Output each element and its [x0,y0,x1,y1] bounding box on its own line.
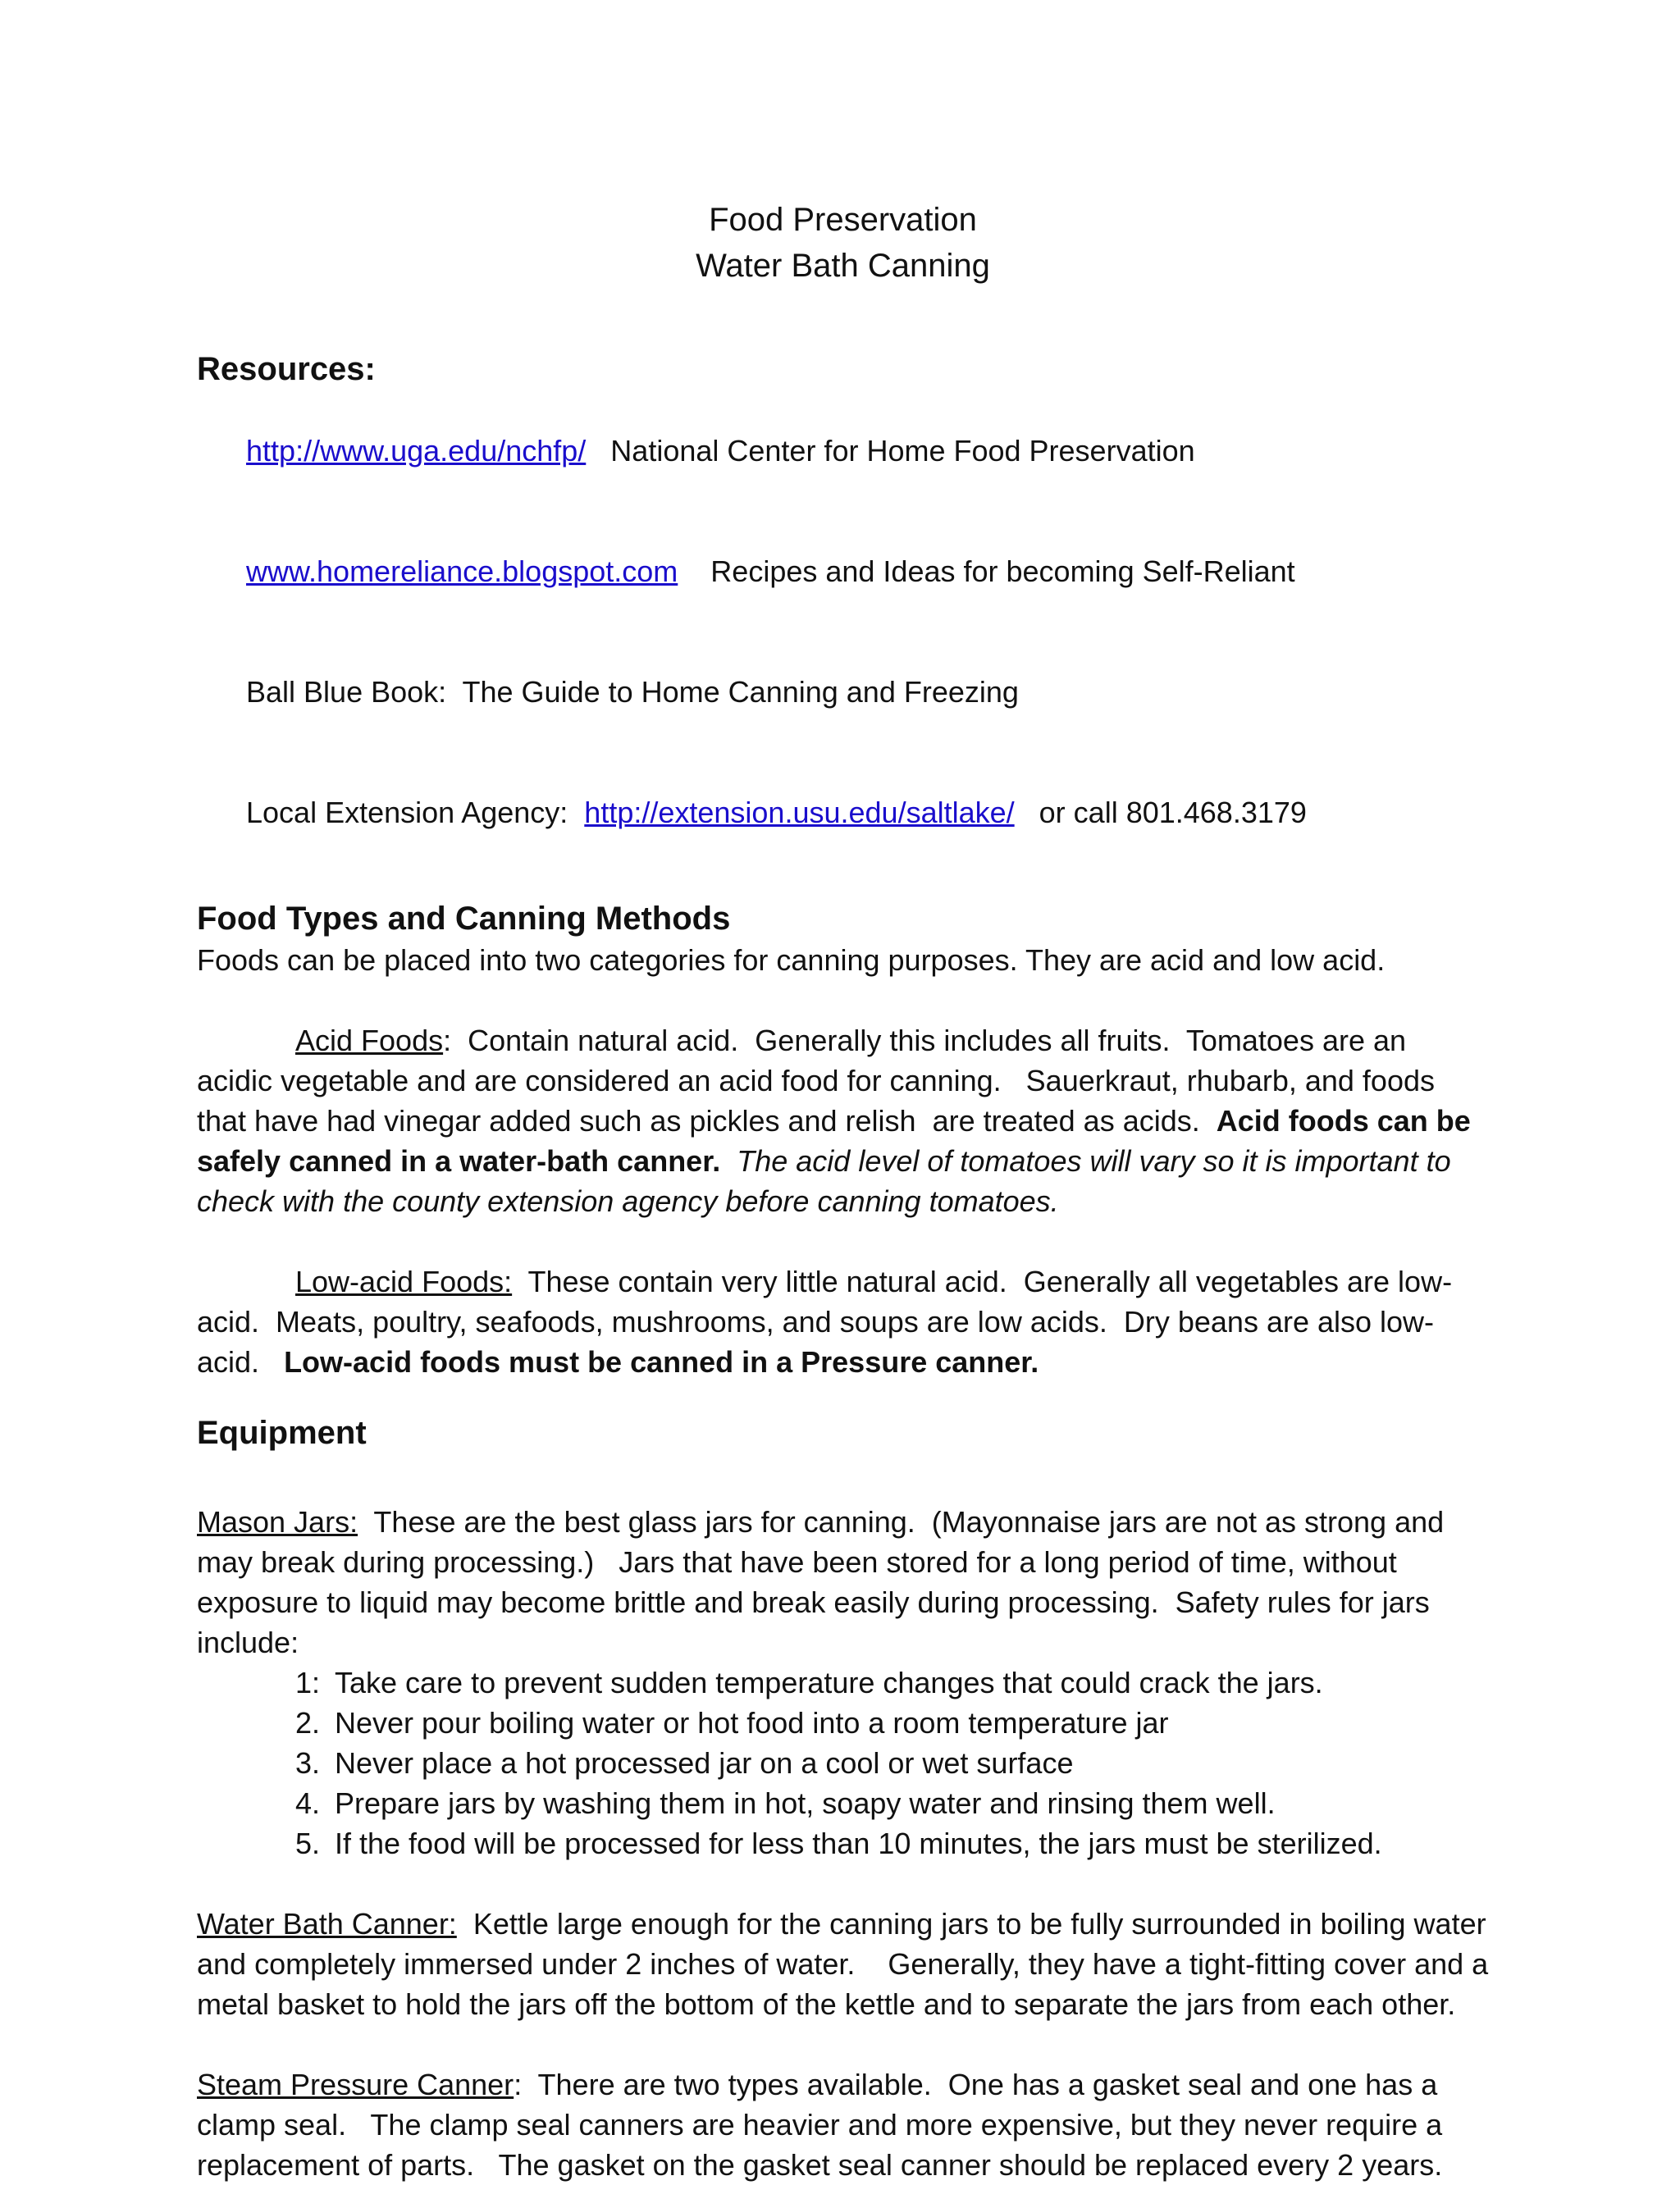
steam-pressure-canner-text: : There are two types available. One has a gasket seal and one has a clamp seal. The clamp seal canners are heavier and more expensive, but they never require a replacement of parts. The gasket on the gasket seal canner should be replaced every 2 years. [197,2068,1451,2182]
acid-foods-label: Acid Foods [295,1024,444,1057]
list-item-text: Prepare jars by washing them in hot, soapy water and rinsing them well. [335,1786,1276,1820]
list-item-number: 4. [295,1786,321,1820]
list-item-number: 1: [295,1666,321,1699]
resource-desc: Recipes and Ideas for becoming Self-Reliant [710,554,1295,588]
steam-pressure-canner-paragraph [197,2064,1489,2185]
list-item [295,1703,1489,1743]
mason-jars-paragraph [197,1502,1489,1663]
acid-foods-paragraph [197,1020,1489,1221]
resource-link-homereliance[interactable]: www.homereliance.blogspot.com [246,554,678,588]
mason-jars-label: Mason Jars: [197,1505,358,1539]
title-line-1: Food Preservation [709,202,977,238]
water-bath-canner-paragraph [197,1904,1497,2024]
title-line-2: Water Bath Canning [696,248,990,284]
acid-foods-note: The acid level of tomatoes will vary so it is important to check with the county extension agency before canning tomatoes. [197,1144,1459,1218]
resource-link-nchfp[interactable]: http://www.uga.edu/nchfp/ [246,434,587,468]
resources-section [197,348,1489,873]
food-types-heading: Food Types and Canning Methods [197,901,731,937]
list-item-text: Take care to prevent sudden temperature changes that could crack the jars. [335,1666,1323,1699]
mason-jars-text: These are the best glass jars for canning. (Mayonnaise jars are not as strong and may break during processing.) Jars that have been stored for a long period of time, without exposure to liquid may become brittle and break easily during processing. Safety rules for jars include: [197,1505,1453,1659]
list-item [295,1783,1489,1823]
resource-item [197,390,1489,511]
resource-item [197,511,1489,632]
resource-desc: National Center for Home Food Preservation [610,434,1195,468]
resource-desc: Ball Blue Book: The Guide to Home Canning and Freezing [246,675,1019,709]
equipment-section [197,1412,1497,2185]
food-types-intro: Foods can be placed into two categories for canning purposes. They are acid and low acid. [197,943,1386,977]
list-item-text: If the food will be processed for less than 10 minutes, the jars must be sterilized. [335,1827,1382,1860]
list-item [295,1823,1489,1863]
list-item-number: 5. [295,1827,321,1860]
acid-foods-bold: Acid foods can be safely canned in a water-bath canner. [197,1104,1479,1178]
list-item [295,1663,1489,1703]
resource-prefix: Local Extension Agency: [246,796,568,829]
resource-item [197,632,1489,752]
acid-foods-text: : Contain natural acid. Generally this includes all fruits. Tomatoes are an acidic vegetable and are considered an acid food for canning. Sauerkraut, rhubarb, and foods that have had vinegar added such as pickles and relish are treated as acids. [197,1024,1444,1138]
steam-pressure-canner-label: Steam Pressure Canner [197,2068,514,2101]
water-bath-canner-text: Kettle large enough for the canning jars to be fully surrounded in boiling water and completely immersed under 2 inches of water. Generally, they have a tight-fitting cover and a metal basket to hold the jars off the bottom of the kettle and to separate the jars from each other. [197,1907,1497,2021]
list-item-text: Never pour boiling water or hot food into a room temperature jar [335,1706,1169,1740]
food-types-section [197,897,1489,1382]
list-item-text: Never place a hot processed jar on a cool or wet surface [335,1746,1074,1780]
document-title [197,197,1489,289]
resources-heading: Resources: [197,351,376,387]
low-acid-foods-paragraph [197,1261,1489,1382]
water-bath-canner-label: Water Bath Canner: [197,1907,457,1941]
document-page [197,197,1497,2185]
list-item-number: 2. [295,1706,321,1740]
list-item-number: 3. [295,1746,321,1780]
resource-item [197,752,1489,873]
resource-desc: or call 801.468.3179 [1039,796,1307,829]
low-acid-foods-bold: Low-acid foods must be canned in a Pressure canner. [284,1345,1039,1379]
list-item [295,1743,1489,1783]
equipment-heading: Equipment [197,1415,367,1451]
low-acid-foods-label: Low-acid Foods: [295,1265,513,1298]
low-acid-foods-text: These contain very little natural acid. Generally all vegetables are low-acid. Meats, poultry, seafoods, mushrooms, and soups are low acids. Dry beans are also low-acid. [197,1265,1453,1379]
jar-safety-rules-list [197,1663,1489,1863]
resource-link-extension[interactable]: http://extension.usu.edu/saltlake/ [584,796,1015,829]
